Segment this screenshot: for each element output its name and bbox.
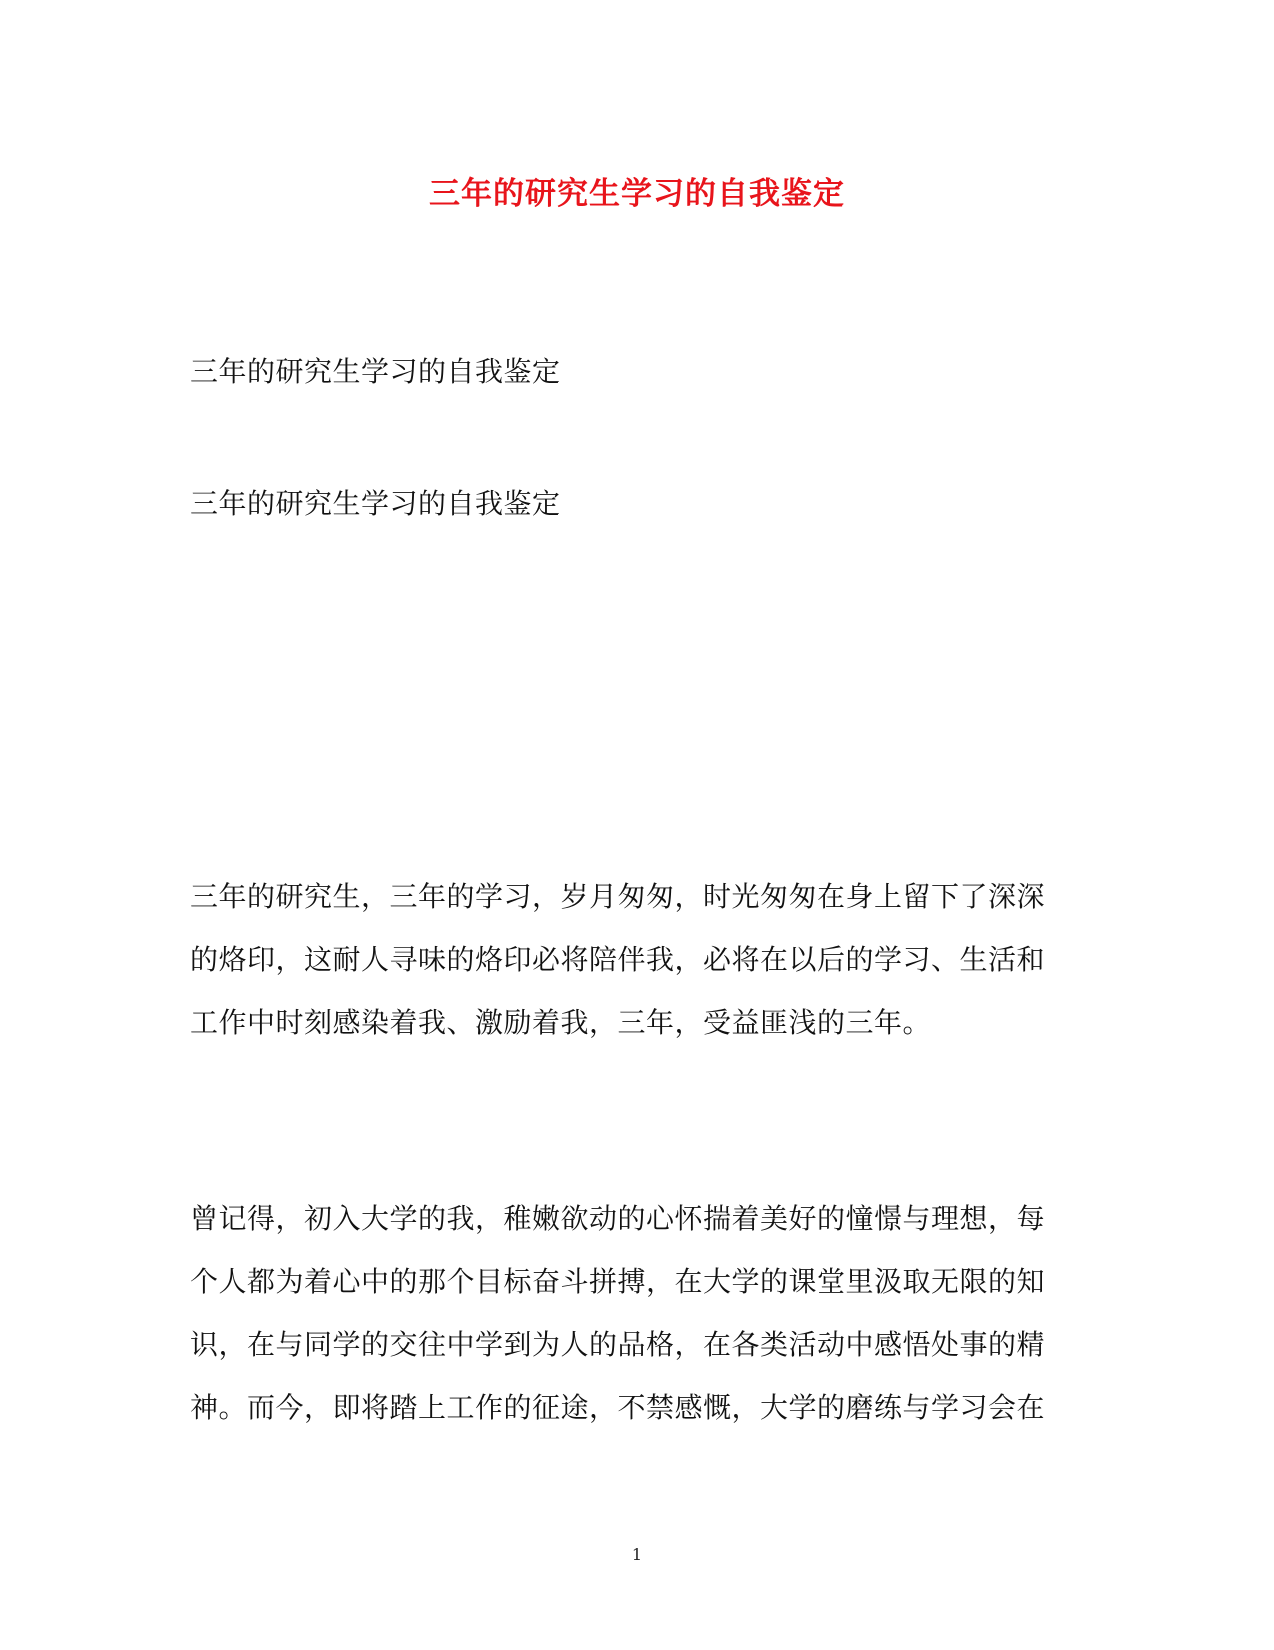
paragraph-2 — [190, 1199, 1045, 1451]
document-title: 三年的研究生学习的自我鉴定 — [429, 176, 845, 212]
page-number: 1 — [631, 1545, 643, 1564]
paragraph-line: 曾记得，初入大学的我，稚嫩欲动的心怀揣着美好的憧憬与理想，每 — [190, 1202, 1046, 1235]
paragraph-line: 神。而今，即将踏上工作的征途，不禁感慨，大学的磨练与学习会在 — [190, 1391, 1046, 1424]
paragraph-line: 工作中时刻感染着我、激励着我，三年，受益匪浅的三年。 — [190, 1006, 932, 1039]
subtitle-line: 三年的研究生学习的自我鉴定 — [190, 355, 561, 388]
paragraph-line: 的烙印，这耐人寻味的烙印必将陪伴我，必将在以后的学习、生活和 — [190, 943, 1046, 976]
paragraph-line: 个人都为着心中的那个目标奋斗拼搏，在大学的课堂里汲取无限的知 — [190, 1265, 1046, 1298]
paragraph-1 — [190, 877, 1045, 1066]
subtitle-line: 三年的研究生学习的自我鉴定 — [190, 487, 561, 520]
paragraph-line: 三年的研究生，三年的学习，岁月匆匆，时光匆匆在身上留下了深深 — [190, 880, 1046, 913]
paragraph-line: 识，在与同学的交往中学到为人的品格，在各类活动中感悟处事的精 — [190, 1328, 1046, 1361]
